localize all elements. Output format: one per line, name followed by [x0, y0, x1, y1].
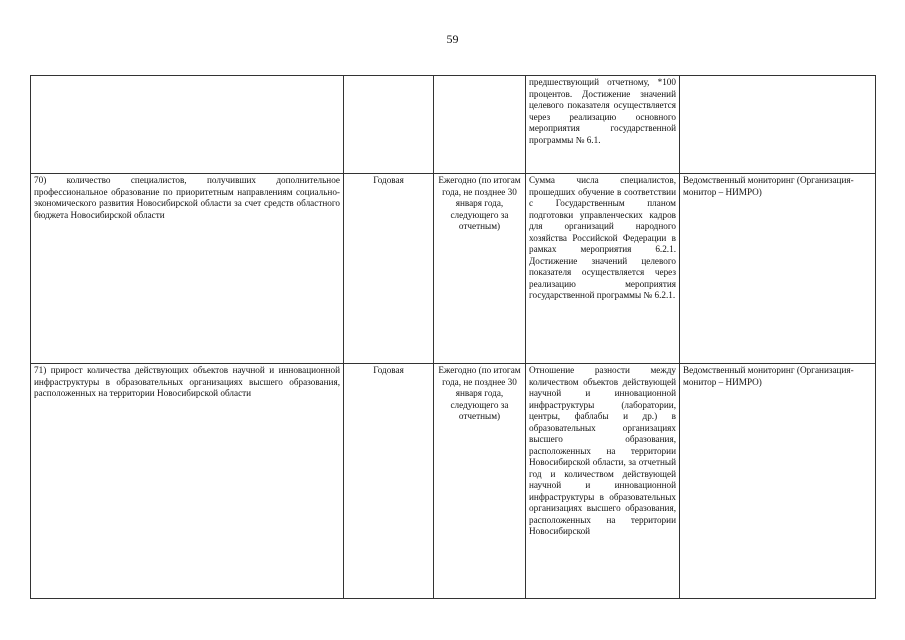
table-row	[31, 364, 876, 599]
periodicity-cell: Годовая	[344, 174, 434, 364]
periodicity-cell: Годовая	[344, 364, 434, 599]
periodicity-cell	[344, 76, 434, 174]
table-row	[31, 174, 876, 364]
data-source-cell: Ведомственный мониторинг (Организация-монитор – НИМРО)	[680, 174, 876, 364]
calculation-method-text: Сумма числа специалистов, прошедших обучение в соответствии с Государственным планом подготовки управленческих кадров для организаций народного хозяйства Российской Федерации в рамках мероприятия 6.2.1. Достижение значений целевого показателя осуществляется через реализацию мероприятия государственной программы № 6.2.1.	[529, 175, 676, 300]
calculation-method-text: Отношение разности между количеством объектов действующей научной и инновационной инфраструктуры (лаборатории, центры, фаблабы и др.) в образовательных организациях высшего образования, расположенных на территории Новосибирской области, за отчетный год и количеством действующей научной и инновационной инфраструктуры в образовательных организациях высшего образования, расположенных на территории Новосибирской	[529, 365, 676, 536]
indicators-table	[30, 75, 876, 599]
page-number: 59	[446, 32, 459, 46]
data-source-cell: Ведомственный мониторинг (Организация-монитор – НИМРО)	[680, 364, 876, 599]
calculation-method-cell	[526, 76, 680, 174]
deadline-cell: Ежегодно (по итогам года, не позднее 30 января года, следующего за отчетным)	[434, 174, 526, 364]
calculation-method-text: предшествующий отчетному, *100 процентов. Достижение значений целевого показателя осуществляется через реализацию основного мероприятия государственной программы № 6.1.	[529, 77, 676, 145]
deadline-cell	[434, 76, 526, 174]
indicator-name-cell	[31, 76, 344, 174]
calculation-method-cell	[526, 174, 680, 364]
data-source-cell	[680, 76, 876, 174]
indicator-name-cell: 70) количество специалистов, получивших дополнительное профессиональное образование по приоритетным направлениям социально-экономического развития Новосибирской области за счет средств областного бюджета Новосибирской области	[31, 174, 344, 364]
calculation-method-cell	[526, 364, 680, 599]
indicator-name-cell: 71) прирост количества действующих объектов научной и инновационной инфраструктуры в образовательных организациях высшего образования, расположенных на территории Новосибирской области	[31, 364, 344, 599]
deadline-cell: Ежегодно (по итогам года, не позднее 30 января года, следующего за отчетным)	[434, 364, 526, 599]
table-row	[31, 76, 876, 174]
